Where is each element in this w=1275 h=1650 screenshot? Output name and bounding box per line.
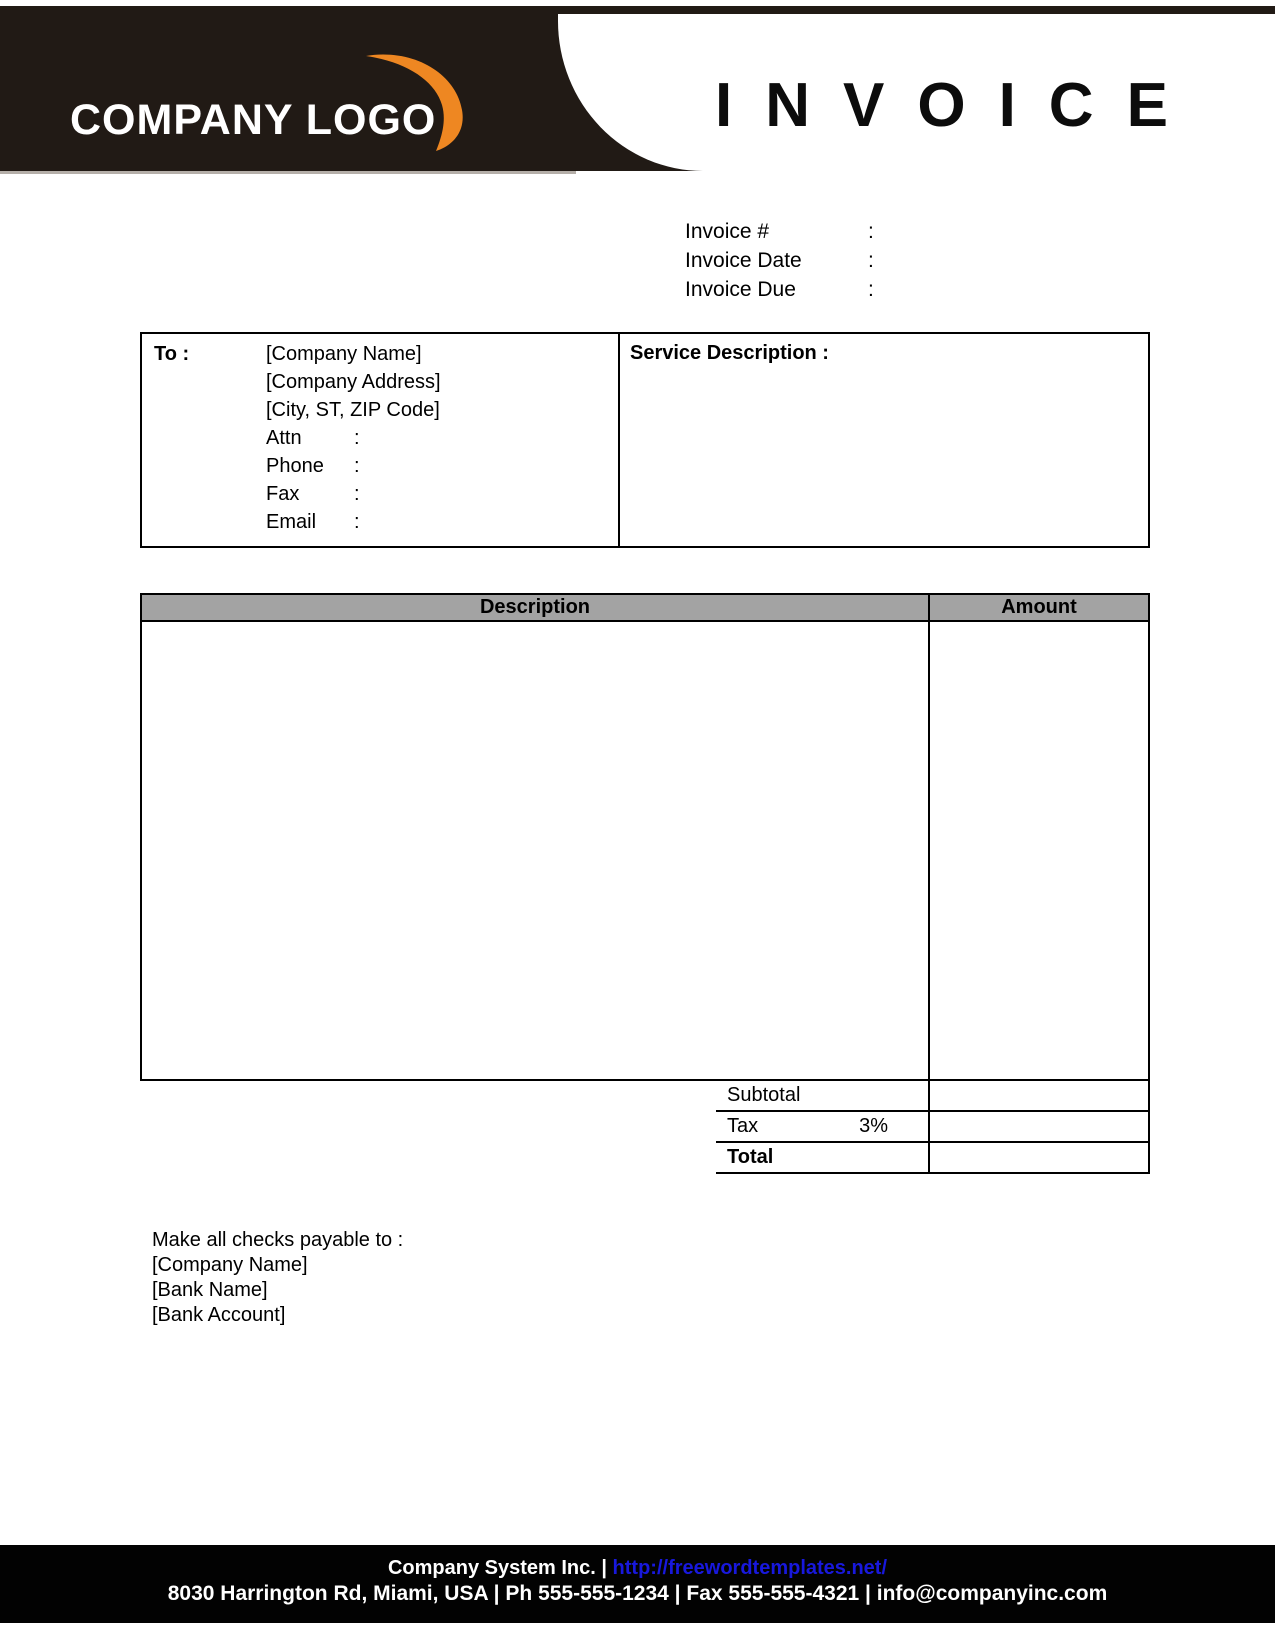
company-logo-text: COMPANY LOGO xyxy=(70,96,437,144)
fax-colon: : xyxy=(354,483,360,505)
invoice-due-colon: : xyxy=(868,278,874,301)
email-colon: : xyxy=(354,511,360,533)
footer-company-line xyxy=(0,1556,1275,1580)
invoice-meta xyxy=(685,217,1010,304)
header-shadow-line xyxy=(0,171,576,174)
logo-swoosh-icon xyxy=(352,52,470,152)
invoice-number-label: Invoice # xyxy=(685,220,770,243)
total-label-cell xyxy=(716,1143,930,1172)
email-label: Email xyxy=(266,511,317,533)
recipient-row-email xyxy=(154,508,618,536)
invoice-date-value[interactable] xyxy=(890,246,1010,275)
total-label: Total xyxy=(727,1146,774,1168)
phone-colon: : xyxy=(354,455,360,477)
invoice-number-row xyxy=(685,217,1010,246)
footer-link[interactable]: http://freewordtemplates.net/ xyxy=(612,1557,888,1579)
invoice-number-colon: : xyxy=(868,220,874,243)
company-name-placeholder[interactable]: [Company Name] xyxy=(266,343,422,365)
recipient-row-company-address xyxy=(154,368,618,396)
subtotal-label: Subtotal xyxy=(727,1084,801,1106)
subtotal-label-cell xyxy=(716,1081,930,1110)
spacer xyxy=(154,452,266,480)
spacer xyxy=(154,396,266,424)
spacer xyxy=(154,508,266,536)
footer-separator: | xyxy=(601,1557,607,1579)
footer-bar xyxy=(0,1545,1275,1623)
items-table-header xyxy=(140,593,1150,622)
total-rate xyxy=(888,1143,928,1172)
tax-label: Tax xyxy=(727,1115,759,1137)
to-label: To : xyxy=(154,343,190,365)
attn-colon: : xyxy=(354,427,360,449)
tax-row xyxy=(716,1112,1148,1143)
invoice-title-panel xyxy=(558,14,1275,171)
subtotal-rate xyxy=(888,1081,928,1110)
totals-section xyxy=(716,1081,1150,1174)
recipient-row-phone xyxy=(154,452,618,480)
company-address-placeholder[interactable]: [Company Address] xyxy=(266,371,441,393)
tax-rate: 3% xyxy=(859,1115,888,1137)
recipient-row-city xyxy=(154,396,618,424)
invoice-date-colon: : xyxy=(868,249,874,272)
items-table-body xyxy=(140,622,1150,1081)
spacer xyxy=(154,424,266,452)
subtotal-value[interactable] xyxy=(930,1081,1148,1110)
footer-address-line: 8030 Harrington Rd, Miami, USA | Ph 555-555-1234 | Fax 555-555-4321 | info@companyinc.com xyxy=(167,1582,1108,1605)
total-value[interactable] xyxy=(930,1143,1148,1172)
column-header-description: Description xyxy=(142,595,930,620)
attn-label: Attn xyxy=(266,427,302,449)
description-area[interactable] xyxy=(142,622,930,1079)
tax-value[interactable] xyxy=(930,1112,1148,1141)
city-state-zip-placeholder[interactable]: [City, ST, ZIP Code] xyxy=(266,399,440,421)
payable-section xyxy=(152,1228,403,1328)
recipient-row-company-name xyxy=(154,340,618,368)
phone-label: Phone xyxy=(266,455,324,477)
service-description-label: Service Description : xyxy=(630,342,829,364)
fax-label: Fax xyxy=(266,483,300,505)
footer-company-name: Company System Inc. xyxy=(387,1557,596,1579)
total-row xyxy=(716,1143,1148,1174)
subtotal-row xyxy=(716,1081,1148,1112)
invoice-date-label: Invoice Date xyxy=(685,249,802,272)
service-description-cell[interactable] xyxy=(620,334,1148,546)
spacer xyxy=(154,480,266,508)
invoice-date-row xyxy=(685,246,1010,275)
payable-heading: Make all checks payable to : xyxy=(152,1229,404,1251)
column-header-amount: Amount xyxy=(1001,596,1077,618)
invoice-title: INVOICE xyxy=(715,71,1201,140)
invoice-due-label: Invoice Due xyxy=(685,278,796,301)
recipient-row-attn xyxy=(154,424,618,452)
payable-company-name: [Company Name] xyxy=(152,1254,308,1276)
payable-bank-name: [Bank Name] xyxy=(152,1279,268,1301)
invoice-due-value[interactable] xyxy=(890,275,1010,304)
recipient-row-fax xyxy=(154,480,618,508)
spacer xyxy=(154,368,266,396)
recipient-box xyxy=(140,332,1150,548)
payable-bank-account: [Bank Account] xyxy=(152,1304,286,1326)
header-bar xyxy=(0,6,1275,171)
amount-area[interactable] xyxy=(930,622,1148,1079)
recipient-details xyxy=(142,334,620,546)
invoice-due-row xyxy=(685,275,1010,304)
items-table xyxy=(140,593,1150,1081)
invoice-number-value[interactable] xyxy=(890,217,1010,246)
tax-label-cell xyxy=(716,1112,930,1141)
